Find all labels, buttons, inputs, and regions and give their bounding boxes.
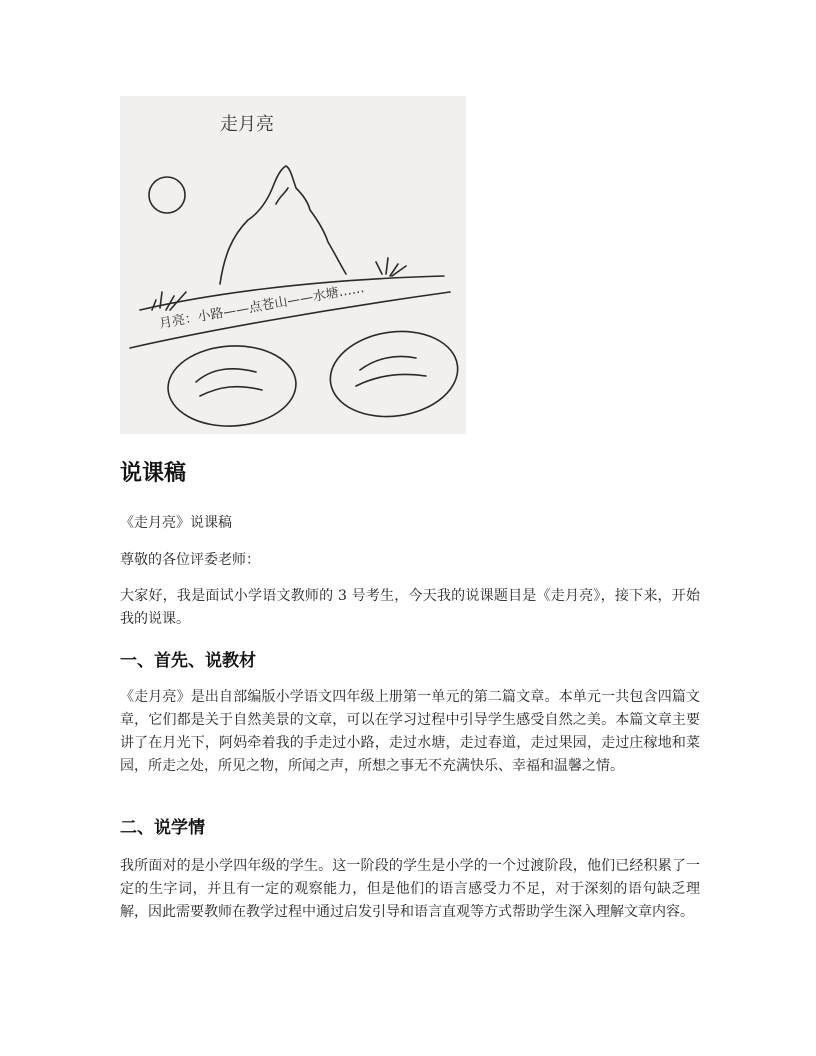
page-title: 说课稿: [120, 461, 187, 486]
sketch-caption: 走月亮: [220, 114, 274, 135]
doc-subtitle: 《走月亮》说课稿: [120, 515, 232, 531]
sketch-path-label: 月亮：小路——点苍山——水塘……: [158, 281, 366, 332]
intro-paragraph: 大家好，我是面试小学语文教师的 3 号考生，今天我的说课题目是《走月亮》，接下来，开始我的说课。: [120, 588, 700, 627]
section-heading-students: 二、说学情: [120, 818, 205, 838]
hand-drawn-sketch: [120, 96, 466, 434]
mountain-drawing: [220, 166, 346, 284]
grass-right: [376, 258, 406, 276]
sketch-drawing: [120, 96, 466, 434]
section-body-students: 我所面对的是小学四年级的学生。这一阶段的学生是小学的一个过渡阶段，他们已经积累了一定的生字词，并且有一定的观察能力，但是他们的语言感受力不足，对于深刻的语句缺乏理解，因此需要教师在教学过程中通过启发引导和语言直观等方式帮助学生深入理解文章内容。: [120, 858, 700, 920]
section-heading-textbook: 一、首先、说教材: [120, 651, 256, 671]
section-body-textbook: 《走月亮》是出自部编版小学语文四年级上册第一单元的第二篇文章。本单元一共包含四篇文章，它们都是关于自然美景的文章，可以在学习过程中引导学生感受自然之美。本篇文章主要讲了在月光下，阿妈牵着我的手走过小路，走过水塘，走过春道，走过果园，走过庄稼地和菜园，所走之处，所见之物，所闻之声，所想之事无不充满快乐、幸福和温馨之情。: [120, 689, 700, 774]
stone-right: [325, 324, 463, 425]
moon-drawing: [149, 177, 185, 213]
greeting: 尊敬的各位评委老师：: [120, 552, 260, 568]
